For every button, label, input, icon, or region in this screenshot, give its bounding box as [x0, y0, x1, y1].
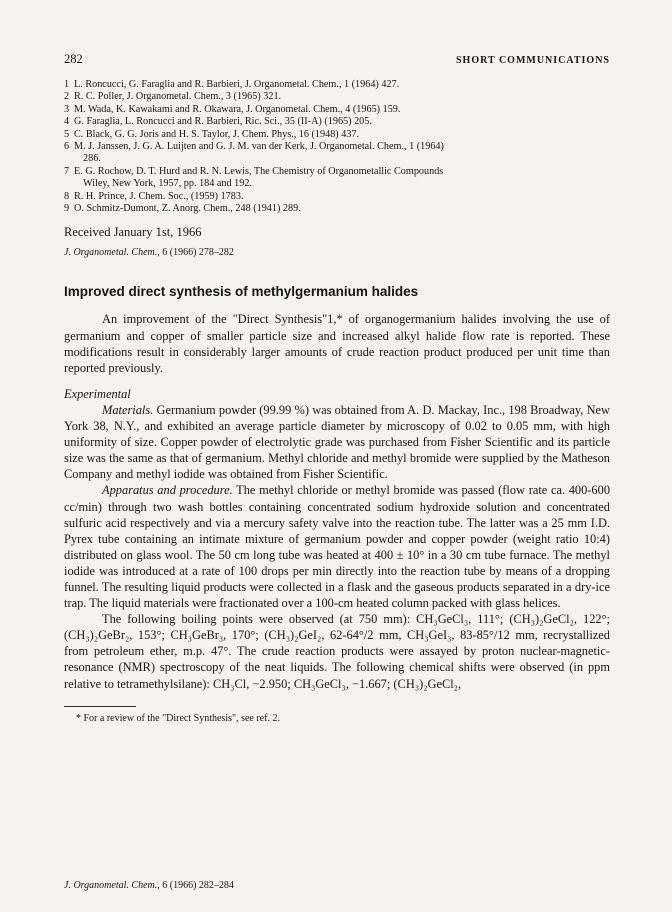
abstract-paragraph: An improvement of the "Direct Synthesis"1,* of organogermanium halides involving the use of germanium and copper of smaller particle size and increased alkyl halide flow rate is reported. These modifications result in considerably larger amounts of crude reaction product produced per unit time than reported previously. — [64, 312, 610, 375]
article-body — [64, 311, 610, 691]
reference-list — [64, 79, 610, 215]
page-footer: J. Organometal. Chem., 6 (1966) 282–284 — [64, 880, 234, 891]
reference-item: 8 R. H. Prince, J. Chem. Soc., (1959) 1783. — [64, 190, 244, 202]
article-title: Improved direct synthesis of methylgermanium halides — [64, 284, 419, 300]
reference-item: 4 G. Faraglia, L. Roncucci and R. Barbieri, Ric. Sci., 35 (II-A) (1965) 205. — [64, 116, 372, 128]
reference-item: 1 L. Roncucci, G. Faraglia and R. Barbieri, J. Organometal. Chem., 1 (1964) 427. — [64, 79, 400, 90]
page-number: 282 — [64, 52, 83, 66]
boiling-points-paragraph: The following boiling points were observed (at 750 mm): CH₃GeCl₃, 111°; (CH₃)₂GeCl₂, 122°; (CH₃)₂GeBr₂, 153°; CH₃GeBr₃, 170°; (CH₃)₂GeI₂, 62-64°/2 mm, CH₃GeI₃, 83-85°/12 mm, recrystallized from petroleum ether, m.p. 47°. The crude reaction products were assayed by proton nuclear-magnetic-resonance (NMR) spectroscopy of the neat liquids. The following chemical shifts were observed (in ppm relative to tetramethylsilane): CH₃Cl, −2.950; CH₃GeCl₃, −1.667; (CH₃)₂GeCl₂, — [64, 612, 610, 691]
reference-item: 5 C. Black, G. G. Joris and H. S. Taylor, J. Chem. Phys., 16 (1948) 437. — [64, 128, 360, 140]
reference-item: 2 R. C. Poller, J. Organometal. Chem., 3 (1965) 321. — [64, 91, 282, 103]
reference-item: 6 M. J. Janssen, J. G. A. Luijten and G. J. M. van der Kerk, J. Organometal. Chem., 1 (1964) 286. — [64, 141, 444, 165]
reference-item: 9 O. Schmitz-Dumont, Z. Anorg. Chem., 248 (1941) 289. — [64, 203, 301, 215]
page-header — [64, 52, 610, 67]
apparatus-paragraph: Apparatus and procedure. The methyl chloride or methyl bromide was passed (flow rate ca. 400-600 cc/min) through two wash bottles containing concentrated sodium hydroxide solution and concentrated sulfuric acid respectively and via a mercury safety valve into the reaction tube. The latter was a 25 mm I.D. Pyrex tube containing an intimate mixture of germanium powder and copper powder (weight ratio 10:4) distributed on glass wool. The 50 cm long tube was heated at 400 ± 10° in a 30 cm tube furnace. The methyl iodide was introduced at a rate of 100 drops per min directly into the reaction tube by means of a dropping funnel. The resulting liquid products were collected in a flask and the gaseous products separated in a dry-ice trap. The liquid materials were fractionated over a 100-cm heated column packed with glass helices. — [64, 483, 611, 611]
reference-item: 3 M. Wada, K. Kawakami and R. Okawara, J. Organometal. Chem., 4 (1965) 159. — [64, 103, 401, 115]
footnote: * For a review of the "Direct Synthesis", see ref. 2. — [76, 712, 280, 724]
received-date: Received January 1st, 1966 — [64, 225, 202, 240]
footnote-divider — [64, 706, 136, 707]
materials-paragraph: Materials. Germanium powder (99.99 %) was obtained from A. D. Mackay, Inc., 198 Broadway, New York 38, N.Y., and exhibited an average particle diameter by microscopy of 0.02 to 0.05 mm, with high uniformity of size. Copper powder of electrolytic grade was purchased from Fisher Scientific and its particle size was the same as that of germanium. Methyl chloride and methyl bromide were supplied by the Matheson Company and methyl iodide was obtained from Fisher Scientific. — [64, 402, 611, 482]
journal-page — [64, 52, 610, 724]
journal-citation: J. Organometal. Chem., 6 (1966) 278–282 — [64, 247, 234, 259]
section-heading: Experimental — [64, 386, 131, 401]
reference-item: 7 E. G. Rochow, D. T. Hurd and R. N. Lewis, The Chemistry of Organometallic Compounds Wiley, New York, 1957, pp. 184 and 192. — [64, 165, 444, 190]
section-title: SHORT COMMUNICATIONS — [455, 55, 610, 66]
